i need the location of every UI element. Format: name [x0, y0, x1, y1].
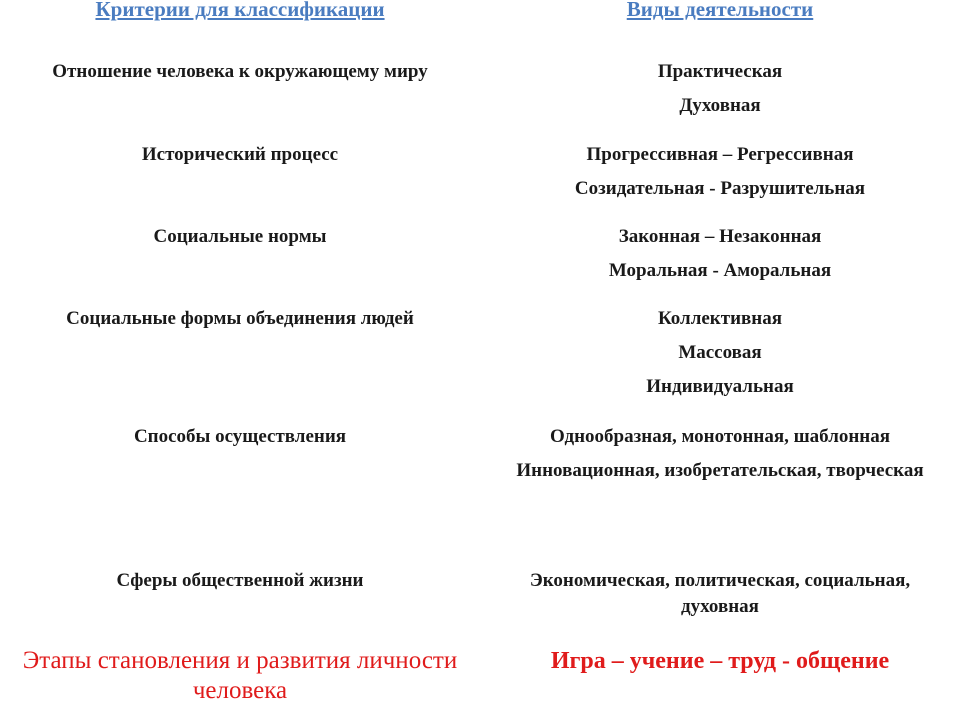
type-item: Моральная - Аморальная	[608, 260, 832, 281]
type-item: Экономическая, политическая, социальная, духовная	[529, 570, 911, 617]
type-item: Массовая	[678, 342, 762, 363]
type-item: Однообразная, монотонная, шаблонная	[549, 426, 891, 447]
criterion-spheres: Сферы общественной жизни	[116, 570, 364, 591]
criterion-social-norms: Социальные нормы	[153, 226, 327, 247]
type-item: Коллективная	[657, 308, 783, 329]
type-item: Законная – Незаконная	[618, 226, 822, 247]
type-item: Практическая	[657, 61, 783, 82]
header-activity-types: Виды деятельности	[626, 0, 814, 21]
type-item: Индивидуальная	[646, 376, 794, 397]
type-item: Инновационная, изобретательская, творческая	[516, 460, 924, 481]
types-social-norms	[490, 224, 950, 292]
types-social-forms	[490, 306, 950, 408]
types-world-relation	[490, 59, 950, 127]
criterion-world-relation: Отношение человека к окружающему миру	[52, 61, 428, 82]
criterion-historical-process: Исторический процесс	[141, 144, 339, 165]
types-historical-process	[490, 142, 950, 210]
types-methods	[490, 424, 950, 492]
criterion-personality-stages: Этапы становления и развития личности человека	[22, 647, 458, 704]
types-spheres	[490, 568, 950, 620]
criterion-social-forms: Социальные формы объединения людей	[66, 308, 414, 329]
header-criteria: Критерии для классификации	[95, 0, 385, 21]
type-item: Прогрессивная – Регрессивная	[586, 144, 854, 165]
types-personality-stages: Игра – учение – труд - общение	[550, 648, 890, 674]
type-item: Духовная	[679, 95, 761, 116]
criterion-methods: Способы осуществления	[133, 426, 347, 447]
type-item: Созидательная - Разрушительная	[574, 178, 866, 199]
